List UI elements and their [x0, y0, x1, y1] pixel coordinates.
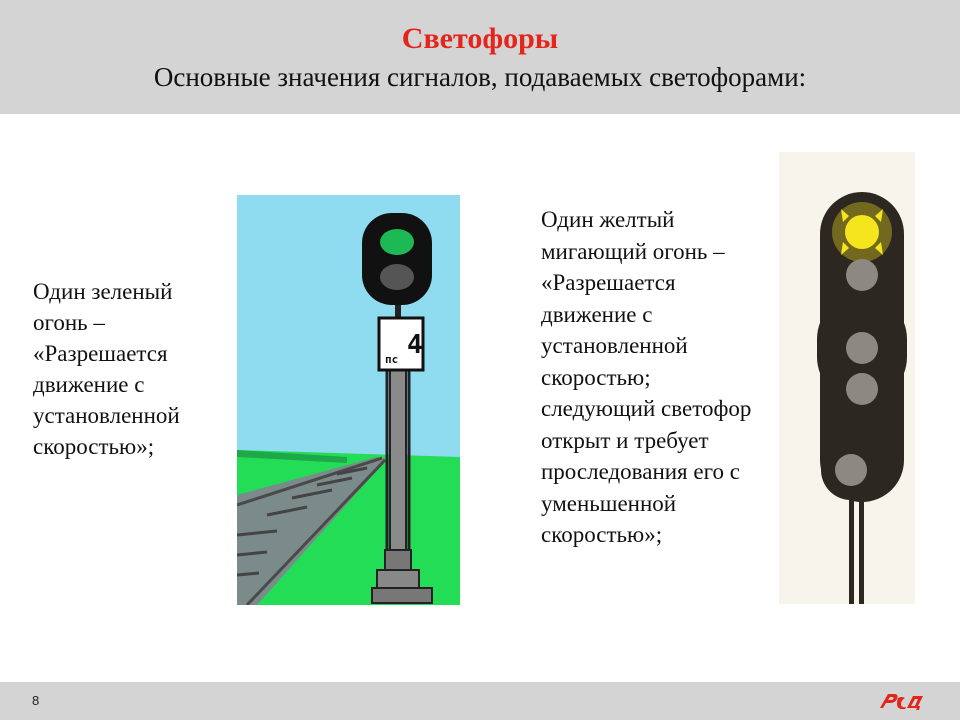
off-light: [380, 264, 414, 290]
lens: [835, 454, 867, 486]
green-signal-description: [33, 276, 228, 462]
slide-footer: [0, 682, 960, 720]
lens: [846, 332, 878, 364]
text-line: установленной: [541, 333, 688, 358]
lens: [846, 259, 878, 291]
slide-header: [0, 0, 960, 117]
text-line: открыт и требует: [541, 427, 709, 453]
yellow-signal-image: [779, 152, 915, 604]
text-line: скоростью;: [541, 364, 651, 390]
text-line: следующий светофор: [541, 396, 752, 421]
signal-head: [362, 213, 432, 305]
text-line: Один желтый: [541, 207, 675, 232]
text-line: уменьшенной: [541, 490, 677, 516]
plate-letters: пс: [385, 353, 399, 366]
text-line: движение с: [541, 301, 653, 327]
slide-title: Светофоры: [401, 22, 559, 55]
rzd-logo-icon: [876, 688, 926, 714]
text-line: огонь –: [33, 310, 105, 335]
green-signal-image: [237, 195, 460, 605]
text-line: скоростью»;: [541, 522, 663, 547]
text-line: «Разрешается: [541, 270, 676, 295]
text-line: «Разрешается: [33, 341, 168, 366]
text-line: Один зеленый: [33, 279, 173, 304]
slide-subtitle: Основные значения сигналов, подаваемых светофорами:: [153, 62, 807, 92]
yellow-light: [832, 202, 892, 262]
plate-number: 4: [407, 330, 423, 360]
page-number: 8: [32, 693, 40, 708]
green-light: [380, 229, 414, 255]
text-line: мигающий огонь –: [541, 238, 725, 264]
text-line: установленной: [33, 403, 180, 428]
yellow-signal-description: [541, 204, 781, 551]
text-line: проследования его с: [541, 459, 740, 484]
text-line: движение с: [33, 372, 145, 397]
lens: [846, 373, 878, 405]
signal-plate: [379, 318, 423, 370]
text-line: скоростью»;: [33, 434, 155, 459]
